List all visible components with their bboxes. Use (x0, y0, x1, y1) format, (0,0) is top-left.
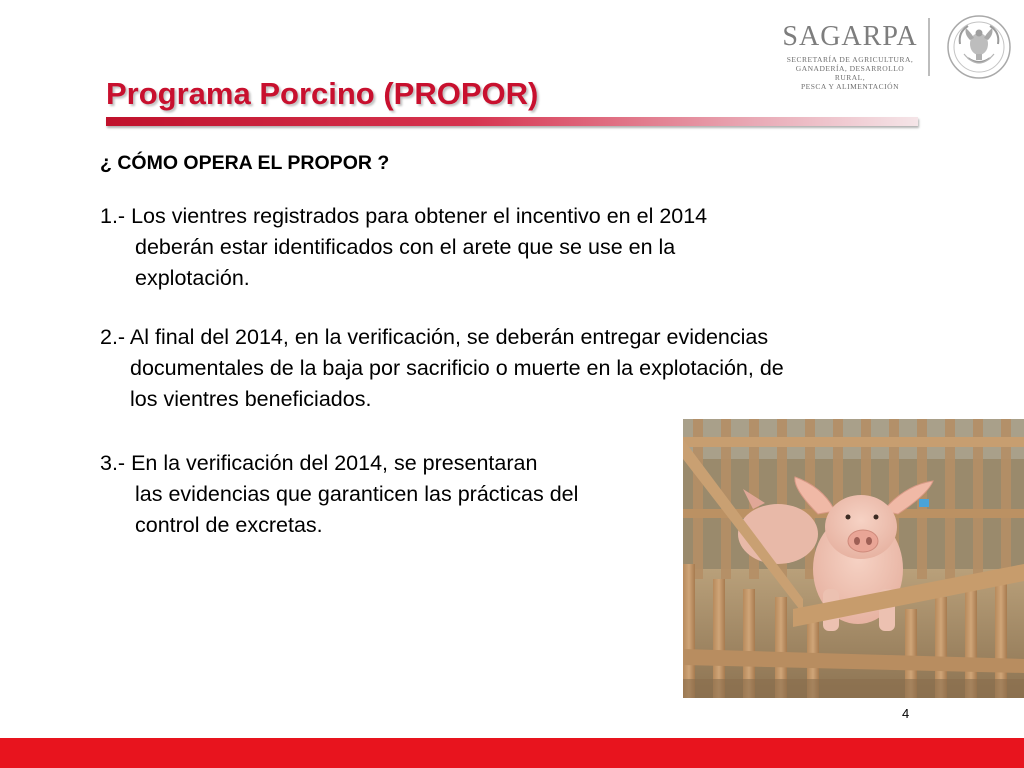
logo-divider (928, 18, 930, 76)
agency-subtitle-line: GANADERÍA, DESARROLLO RURAL, (795, 64, 905, 82)
list-item (100, 201, 707, 294)
list-item-line: los vientres beneficiados. (130, 387, 372, 411)
list-item-line: las evidencias que garanticen las prácticas del (135, 482, 579, 506)
page-number: 4 (902, 706, 910, 721)
list-item-line: 1.- Los vientres registrados para obtener el incentivo en el 2014 (100, 204, 708, 228)
list-item-line: control de excretas. (135, 513, 323, 537)
slide-title: Programa Porcino (PROPOR) (106, 76, 539, 111)
agency-subtitle-line: PESCA Y ALIMENTACIÓN (800, 82, 899, 91)
agency-logo (780, 22, 920, 91)
list-item-line: deberán estar identificados con el arete que se use en la (135, 235, 676, 259)
agency-name: SAGARPA (782, 21, 918, 52)
list-item (100, 448, 578, 541)
agency-subtitle (780, 55, 920, 91)
section-heading: ¿ CÓMO OPERA EL PROPOR ? (100, 152, 390, 174)
title-underline-rule (106, 117, 918, 126)
footer-bar (0, 738, 1024, 768)
pig-in-wooden-pen-photo (683, 419, 1024, 698)
list-item-line: 3.- En la verificación del 2014, se presentaran (100, 451, 538, 475)
agency-subtitle-line: SECRETARÍA DE AGRICULTURA, (786, 55, 914, 64)
list-item-line: 2.- Al final del 2014, en la verificación, se deberán entregar evidencias (100, 325, 769, 349)
list-item-line: explotación. (135, 266, 250, 290)
list-item-line: documentales de la baja por sacrificio o muerte en la explotación, de (130, 356, 784, 380)
list-item (100, 322, 784, 415)
mexican-coat-of-arms-seal-icon (946, 14, 1012, 80)
